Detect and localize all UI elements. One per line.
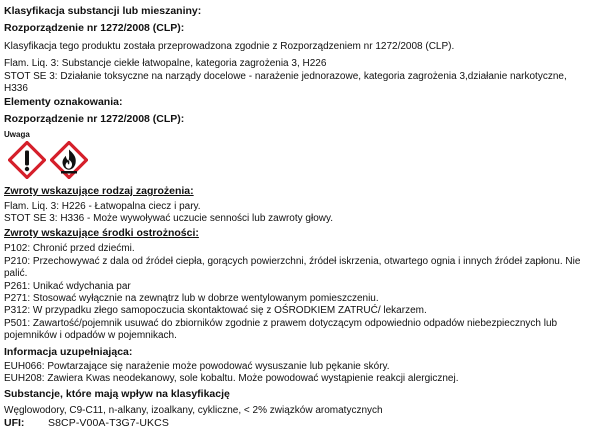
precautionary-line-2: P210: Przechowywać z dala od źródeł ciepła, gorących powierzchni, źródeł iskrzenia, otwartego ognia i innych źródeł zapłonu. Nie xyxy=(4,256,581,267)
supplementary-line-2: EUH208: Zawiera Kwas neodekanowy, sole kobaltu. Może powodować wystąpienie reakcji alergicznej. xyxy=(4,373,459,384)
classification-substances-line-1: Węglowodory, C9-C11, n-alkany, izoalkany, cykliczne, < 2% związków aromatycznych xyxy=(4,405,383,416)
classification-line-1: Klasyfikacja tego produktu została przeprowadzona zgodnie z Rozporządzeniem nr 1272/2008 (CLP). xyxy=(4,41,455,52)
classification-line-2: Flam. Liq. 3: Substancje ciekłe łatwopalne, kategoria zagrożenia 3, H226 xyxy=(4,58,327,69)
labeling-clp-heading: Rozporządzenie nr 1272/2008 (CLP): xyxy=(4,113,185,125)
signal-word: Uwaga xyxy=(4,130,30,139)
classification-line-4: H336 xyxy=(4,83,28,94)
hazard-pictograms xyxy=(8,141,88,181)
precautionary-line-3: palić. xyxy=(4,268,28,279)
classification-line-3: STOT SE 3: Działanie toksyczne na narządy docelowe - narażenie jednorazowe, kategoria zagrożenia 3,działanie narkotyczne, xyxy=(4,71,567,82)
precautionary-line-4: P261: Unikać wdychania par xyxy=(4,281,131,292)
flame-icon xyxy=(50,141,88,179)
ufi-label: UFI: xyxy=(4,417,25,429)
ufi-code: S8CP-V00A-T3G7-UKCS xyxy=(48,417,169,429)
supplementary-info-heading: Informacja uzupełniająca: xyxy=(4,346,133,358)
classification-substances-heading: Substancje, które mają wpływ na klasyfikację xyxy=(4,388,230,400)
exclamation-mark-icon xyxy=(8,141,46,179)
hazard-statement-line-2: STOT SE 3: H336 - Może wywoływać uczucie senności lub zawroty głowy. xyxy=(4,213,334,224)
hazard-statements-heading: Zwroty wskazujące rodzaj zagrożenia: xyxy=(4,185,194,197)
supplementary-line-1: EUH066: Powtarzające się narażenie może powodować wysuszanie lub pękanie skóry. xyxy=(4,361,390,372)
classification-heading: Klasyfikacja substancji lub mieszaniny: xyxy=(4,5,202,17)
labeling-elements-heading: Elementy oznakowania: xyxy=(4,96,123,108)
precautionary-line-1: P102: Chronić przed dziećmi. xyxy=(4,243,135,254)
precautionary-line-5: P271: Stosować wyłącznie na zewnątrz lub w dobrze wentylowanym pomieszczeniu. xyxy=(4,293,379,304)
precautionary-line-8: pojemników i odpadów w pojemnikach. xyxy=(4,330,177,341)
precautionary-line-6: P312: W przypadku złego samopoczucia skontaktować się z OŚRODKIEM ZATRUĆ/ lekarzem. xyxy=(4,305,427,316)
precautionary-line-7: P501: Zawartość/pojemnik usuwać do zbiorników zgodnie z prawem dotyczącym odpowiednio odpadów niebezpiecznych lub xyxy=(4,318,558,329)
clp-regulation-heading: Rozporządzenie nr 1272/2008 (CLP): xyxy=(4,22,185,34)
hazard-statement-line-1: Flam. Liq. 3: H226 - Łatwopalna ciecz i pary. xyxy=(4,201,201,212)
precautionary-statements-heading: Zwroty wskazujące środki ostrożności: xyxy=(4,227,199,239)
